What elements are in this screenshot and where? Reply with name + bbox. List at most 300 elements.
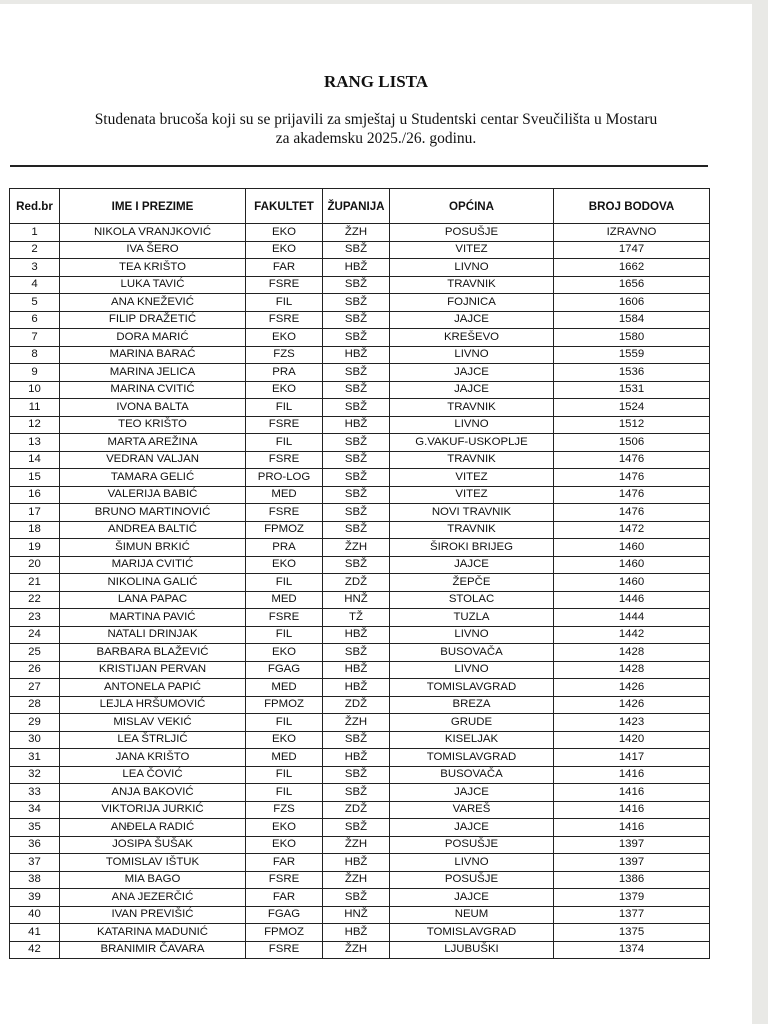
cell-county: SBŽ [323,311,390,329]
cell-name: MARINA JELICA [60,364,246,382]
cell-rank: 21 [10,574,60,592]
cell-county: SBŽ [323,241,390,259]
cell-name: NIKOLA VRANJKOVIĆ [60,224,246,242]
cell-municipality: VITEZ [390,486,554,504]
horizontal-rule [10,165,708,167]
cell-name: LEA ČOVIĆ [60,766,246,784]
cell-municipality: JAJCE [390,889,554,907]
cell-faculty: FIL [246,784,323,802]
cell-faculty: FSRE [246,609,323,627]
cell-county: SBŽ [323,381,390,399]
cell-faculty: FSRE [246,416,323,434]
cell-name: TOMISLAV IŠTUK [60,854,246,872]
cell-municipality: JAJCE [390,364,554,382]
table-row [10,329,710,347]
cell-county: HBŽ [323,661,390,679]
cell-municipality: LIVNO [390,626,554,644]
table-row [10,504,710,522]
cell-county: SBŽ [323,784,390,802]
cell-points: 1559 [554,346,710,364]
cell-rank: 36 [10,836,60,854]
cell-municipality: TRAVNIK [390,399,554,417]
cell-points: 1747 [554,241,710,259]
cell-rank: 9 [10,364,60,382]
cell-municipality: JAJCE [390,819,554,837]
table-row [10,836,710,854]
cell-name: VIKTORIJA JURKIĆ [60,801,246,819]
cell-faculty: EKO [246,836,323,854]
cell-municipality: TRAVNIK [390,451,554,469]
cell-municipality: POSUŠJE [390,871,554,889]
cell-name: DORA MARIĆ [60,329,246,347]
cell-municipality: NOVI TRAVNIK [390,504,554,522]
cell-county: SBŽ [323,364,390,382]
cell-county: ZDŽ [323,801,390,819]
cell-municipality: JAJCE [390,556,554,574]
table-row [10,819,710,837]
cell-faculty: EKO [246,731,323,749]
cell-county: SBŽ [323,276,390,294]
cell-rank: 4 [10,276,60,294]
cell-points: 1375 [554,924,710,942]
table-row [10,591,710,609]
cell-municipality: LIVNO [390,416,554,434]
cell-rank: 18 [10,521,60,539]
cell-points: 1656 [554,276,710,294]
table-row [10,574,710,592]
header-rank: Red.br [10,189,60,224]
cell-faculty: EKO [246,224,323,242]
cell-rank: 20 [10,556,60,574]
cell-points: 1416 [554,784,710,802]
table-row [10,399,710,417]
table-row [10,889,710,907]
cell-name: ANJA BAKOVIĆ [60,784,246,802]
cell-name: TEA KRIŠTO [60,259,246,277]
cell-rank: 30 [10,731,60,749]
cell-points: 1512 [554,416,710,434]
cell-county: ZDŽ [323,696,390,714]
cell-points: 1420 [554,731,710,749]
table-row [10,469,710,487]
document-subtitle [0,110,752,148]
cell-points: 1416 [554,801,710,819]
cell-county: SBŽ [323,819,390,837]
cell-municipality: BUSOVAČA [390,644,554,662]
cell-faculty: EKO [246,381,323,399]
cell-county: HNŽ [323,906,390,924]
cell-name: ANA KNEŽEVIĆ [60,294,246,312]
cell-county: SBŽ [323,294,390,312]
cell-rank: 17 [10,504,60,522]
cell-name: IVAN PREVIŠIĆ [60,906,246,924]
table-header-row [10,189,710,224]
table-row [10,924,710,942]
cell-county: ŽZH [323,539,390,557]
cell-county: SBŽ [323,451,390,469]
cell-faculty: FGAG [246,906,323,924]
cell-name: MARTINA PAVIĆ [60,609,246,627]
cell-rank: 8 [10,346,60,364]
cell-municipality: LIVNO [390,346,554,364]
cell-faculty: MED [246,749,323,767]
subtitle-line-1: Studenata brucoša koji su se prijavili za smještaj u Studentski centar Sveučilišta u Mostaru [94,111,658,128]
cell-municipality: FOJNICA [390,294,554,312]
table-row [10,539,710,557]
cell-faculty: FSRE [246,276,323,294]
cell-points: 1662 [554,259,710,277]
cell-municipality: JAJCE [390,784,554,802]
cell-rank: 37 [10,854,60,872]
table-row [10,294,710,312]
cell-points: 1397 [554,854,710,872]
cell-faculty: FSRE [246,311,323,329]
cell-county: TŽ [323,609,390,627]
cell-county: ŽZH [323,836,390,854]
cell-rank: 28 [10,696,60,714]
cell-points: 1426 [554,696,710,714]
cell-points: 1379 [554,889,710,907]
cell-rank: 26 [10,661,60,679]
cell-rank: 6 [10,311,60,329]
cell-municipality: G.VAKUF-USKOPLJE [390,434,554,452]
document-title: RANG LISTA [323,72,429,91]
cell-points: 1428 [554,661,710,679]
cell-rank: 3 [10,259,60,277]
cell-rank: 40 [10,906,60,924]
cell-rank: 2 [10,241,60,259]
cell-points: 1446 [554,591,710,609]
table-row [10,609,710,627]
cell-points: 1442 [554,626,710,644]
cell-rank: 16 [10,486,60,504]
cell-faculty: FSRE [246,451,323,469]
table-row [10,749,710,767]
cell-points: 1472 [554,521,710,539]
cell-rank: 27 [10,679,60,697]
cell-municipality: BUSOVAČA [390,766,554,784]
cell-faculty: PRO-LOG [246,469,323,487]
table-row [10,854,710,872]
cell-rank: 10 [10,381,60,399]
cell-name: VEDRAN VALJAN [60,451,246,469]
cell-county: SBŽ [323,556,390,574]
table-row [10,381,710,399]
cell-municipality: JAJCE [390,311,554,329]
cell-county: ŽZH [323,871,390,889]
cell-rank: 24 [10,626,60,644]
cell-faculty: FIL [246,714,323,732]
cell-name: JOSIPA ŠUŠAK [60,836,246,854]
cell-points: 1580 [554,329,710,347]
cell-points: 1374 [554,941,710,959]
cell-municipality: JAJCE [390,381,554,399]
cell-county: SBŽ [323,889,390,907]
cell-name: IVA ŠERO [60,241,246,259]
cell-municipality: VAREŠ [390,801,554,819]
cell-points: 1584 [554,311,710,329]
cell-county: SBŽ [323,644,390,662]
cell-county: ŽZH [323,224,390,242]
cell-faculty: FIL [246,399,323,417]
cell-municipality: TOMISLAVGRAD [390,924,554,942]
cell-county: ŽZH [323,714,390,732]
cell-rank: 35 [10,819,60,837]
table-row [10,416,710,434]
cell-faculty: FPMOZ [246,696,323,714]
cell-faculty: FSRE [246,504,323,522]
header-name: IME I PREZIME [60,189,246,224]
cell-name: LEJLA HRŠUMOVIĆ [60,696,246,714]
cell-county: HBŽ [323,749,390,767]
cell-municipality: KISELJAK [390,731,554,749]
cell-name: LUKA TAVIĆ [60,276,246,294]
cell-points: 1460 [554,539,710,557]
cell-points: 1444 [554,609,710,627]
cell-points: IZRAVNO [554,224,710,242]
cell-municipality: NEUM [390,906,554,924]
cell-rank: 41 [10,924,60,942]
table-row [10,679,710,697]
cell-name: MARIJA CVITIĆ [60,556,246,574]
cell-municipality: ŠIROKI BRIJEG [390,539,554,557]
cell-faculty: FIL [246,766,323,784]
cell-rank: 39 [10,889,60,907]
cell-county: HBŽ [323,679,390,697]
cell-rank: 38 [10,871,60,889]
cell-rank: 13 [10,434,60,452]
header-faculty: FAKULTET [246,189,323,224]
ranking-table [9,188,710,959]
cell-rank: 15 [10,469,60,487]
cell-name: MIA BAGO [60,871,246,889]
cell-county: HNŽ [323,591,390,609]
cell-name: TEO KRIŠTO [60,416,246,434]
cell-rank: 23 [10,609,60,627]
cell-faculty: FIL [246,434,323,452]
table-row [10,906,710,924]
cell-faculty: FZS [246,801,323,819]
cell-faculty: FAR [246,854,323,872]
cell-rank: 14 [10,451,60,469]
cell-name: TAMARA GELIĆ [60,469,246,487]
cell-points: 1476 [554,451,710,469]
cell-faculty: FSRE [246,871,323,889]
cell-rank: 42 [10,941,60,959]
cell-municipality: TOMISLAVGRAD [390,679,554,697]
cell-rank: 34 [10,801,60,819]
cell-county: ŽZH [323,941,390,959]
cell-county: HBŽ [323,854,390,872]
cell-points: 1536 [554,364,710,382]
cell-municipality: GRUDE [390,714,554,732]
cell-county: SBŽ [323,766,390,784]
cell-name: VALERIJA BABIĆ [60,486,246,504]
table-body [10,224,710,959]
cell-name: ŠIMUN BRKIĆ [60,539,246,557]
cell-points: 1423 [554,714,710,732]
cell-name: MARTA AREŽINA [60,434,246,452]
cell-name: KATARINA MADUNIĆ [60,924,246,942]
cell-points: 1460 [554,556,710,574]
cell-rank: 19 [10,539,60,557]
cell-rank: 1 [10,224,60,242]
cell-name: JANA KRIŠTO [60,749,246,767]
cell-name: KRISTIJAN PERVAN [60,661,246,679]
cell-faculty: EKO [246,644,323,662]
table-row [10,644,710,662]
cell-faculty: PRA [246,539,323,557]
table-row [10,801,710,819]
table-row [10,241,710,259]
cell-faculty: FGAG [246,661,323,679]
cell-points: 1460 [554,574,710,592]
cell-faculty: PRA [246,364,323,382]
cell-rank: 32 [10,766,60,784]
cell-faculty: MED [246,591,323,609]
cell-municipality: TOMISLAVGRAD [390,749,554,767]
cell-municipality: STOLAC [390,591,554,609]
cell-rank: 29 [10,714,60,732]
cell-county: SBŽ [323,731,390,749]
table-row [10,364,710,382]
cell-points: 1531 [554,381,710,399]
table-row [10,556,710,574]
cell-points: 1417 [554,749,710,767]
cell-name: MARINA BARAĆ [60,346,246,364]
cell-municipality: ŽEPČE [390,574,554,592]
cell-points: 1476 [554,486,710,504]
table-row [10,766,710,784]
cell-points: 1606 [554,294,710,312]
cell-faculty: FZS [246,346,323,364]
cell-municipality: BREZA [390,696,554,714]
cell-points: 1426 [554,679,710,697]
cell-points: 1428 [554,644,710,662]
cell-faculty: FAR [246,889,323,907]
cell-municipality: VITEZ [390,469,554,487]
cell-municipality: TUZLA [390,609,554,627]
cell-name: MARINA CVITIĆ [60,381,246,399]
cell-county: SBŽ [323,521,390,539]
header-county: ŽUPANIJA [323,189,390,224]
cell-name: LANA PAPAC [60,591,246,609]
cell-rank: 5 [10,294,60,312]
cell-county: HBŽ [323,416,390,434]
cell-municipality: POSUŠJE [390,836,554,854]
cell-municipality: LIVNO [390,854,554,872]
cell-rank: 25 [10,644,60,662]
table-row [10,486,710,504]
table-row [10,451,710,469]
cell-name: IVONA BALTA [60,399,246,417]
cell-faculty: FPMOZ [246,521,323,539]
cell-faculty: EKO [246,329,323,347]
cell-rank: 11 [10,399,60,417]
cell-points: 1476 [554,469,710,487]
cell-faculty: EKO [246,556,323,574]
table-row [10,521,710,539]
cell-name: BRUNO MARTINOVIĆ [60,504,246,522]
table-row [10,714,710,732]
table-row [10,434,710,452]
cell-county: ZDŽ [323,574,390,592]
cell-points: 1476 [554,504,710,522]
document-page [0,4,752,1024]
cell-faculty: FIL [246,626,323,644]
cell-name: MISLAV VEKIĆ [60,714,246,732]
cell-name: NIKOLINA GALIĆ [60,574,246,592]
cell-points: 1386 [554,871,710,889]
header-points: BROJ BODOVA [554,189,710,224]
table-row [10,259,710,277]
table-row [10,696,710,714]
cell-name: LEA ŠTRLJIĆ [60,731,246,749]
table-row [10,311,710,329]
cell-county: SBŽ [323,399,390,417]
cell-rank: 31 [10,749,60,767]
table-row [10,346,710,364]
table-row [10,224,710,242]
cell-faculty: FIL [246,294,323,312]
table-row [10,276,710,294]
cell-name: BARBARA BLAŽEVIĆ [60,644,246,662]
cell-points: 1416 [554,819,710,837]
table-row [10,871,710,889]
cell-faculty: FIL [246,574,323,592]
cell-points: 1416 [554,766,710,784]
cell-points: 1506 [554,434,710,452]
table-row [10,661,710,679]
cell-name: BRANIMIR ČAVARA [60,941,246,959]
cell-municipality: POSUŠJE [390,224,554,242]
cell-name: ANA JEZERČIĆ [60,889,246,907]
cell-municipality: LIVNO [390,259,554,277]
cell-rank: 22 [10,591,60,609]
cell-rank: 12 [10,416,60,434]
cell-name: ANĐELA RADIĆ [60,819,246,837]
cell-faculty: EKO [246,819,323,837]
cell-faculty: FSRE [246,941,323,959]
cell-points: 1397 [554,836,710,854]
cell-municipality: LJUBUŠKI [390,941,554,959]
table-row [10,941,710,959]
cell-municipality: TRAVNIK [390,276,554,294]
cell-county: HBŽ [323,924,390,942]
cell-municipality: KREŠEVO [390,329,554,347]
cell-points: 1377 [554,906,710,924]
cell-county: SBŽ [323,434,390,452]
cell-municipality: LIVNO [390,661,554,679]
cell-county: SBŽ [323,329,390,347]
cell-county: HBŽ [323,626,390,644]
cell-county: HBŽ [323,346,390,364]
cell-county: HBŽ [323,259,390,277]
cell-county: SBŽ [323,486,390,504]
table-row [10,626,710,644]
cell-name: NATALI DRINJAK [60,626,246,644]
cell-faculty: FPMOZ [246,924,323,942]
table-row [10,784,710,802]
cell-rank: 33 [10,784,60,802]
cell-faculty: MED [246,486,323,504]
cell-county: SBŽ [323,469,390,487]
cell-faculty: MED [246,679,323,697]
cell-faculty: EKO [246,241,323,259]
cell-municipality: TRAVNIK [390,521,554,539]
cell-municipality: VITEZ [390,241,554,259]
cell-faculty: FAR [246,259,323,277]
